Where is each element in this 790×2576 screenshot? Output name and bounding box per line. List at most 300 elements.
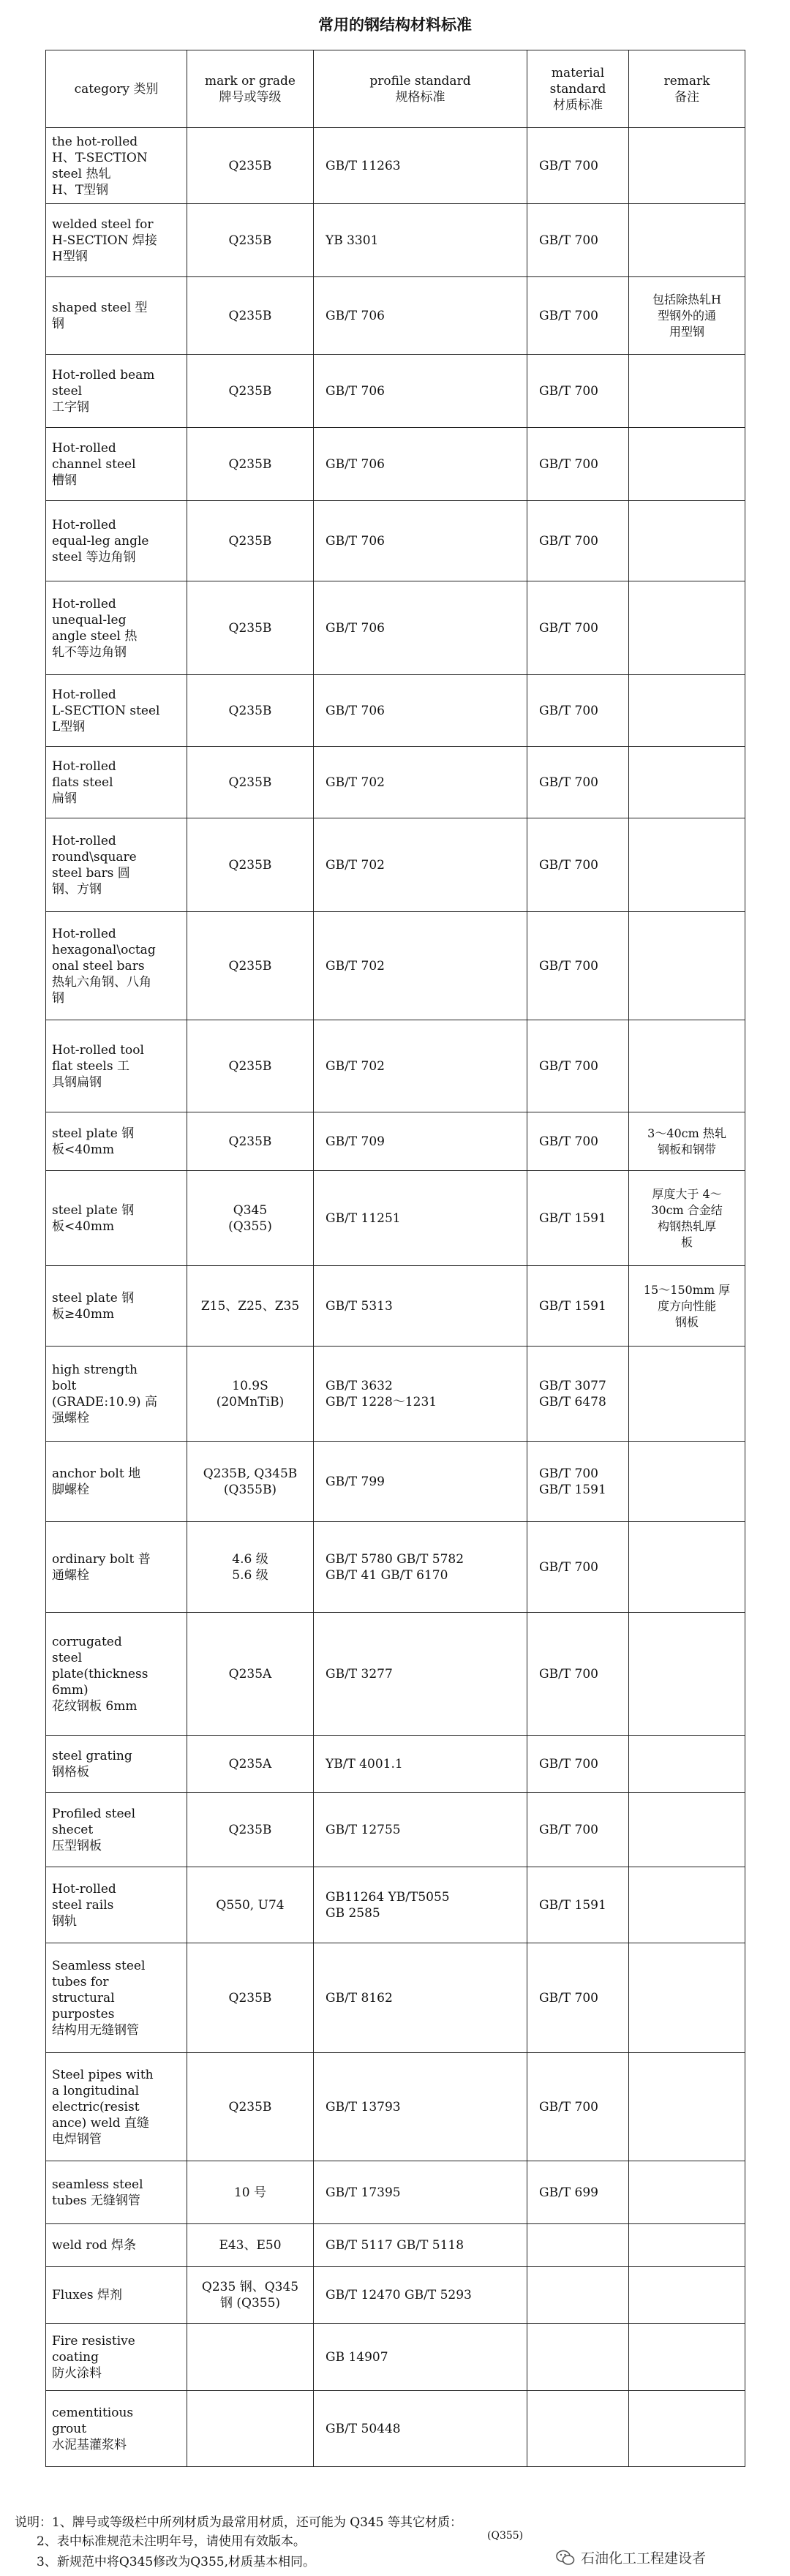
category-cell	[46, 1867, 187, 1943]
remark-cell	[629, 2053, 745, 2161]
category-cell-text: cementitious grout 水泥基灌浆料	[52, 2405, 134, 2452]
material-standard-cell-text: GB/T 700	[539, 1134, 598, 1149]
category-cell-text: Hot-rolled equal-leg angle steel 等边角钢	[52, 517, 149, 565]
profile-standard-cell-text: GB 14907	[326, 2349, 388, 2365]
category-cell-text: Hot-rolled round\square steel bars 圆 钢、方钢	[52, 833, 137, 897]
grade-cell	[187, 2267, 314, 2324]
remark-cell-text: 包括除热轧H 型钢外的通 用型钢	[652, 292, 721, 339]
category-cell	[46, 1793, 187, 1867]
profile-standard-cell	[314, 1522, 527, 1613]
grade-cell	[187, 204, 314, 277]
remark-cell	[629, 675, 745, 747]
profile-standard-cell-text: GB/T 12470 GB/T 5293	[326, 2287, 472, 2302]
material-standard-cell-text: GB/T 700	[539, 775, 598, 790]
profile-standard-cell-text: GB/T 702	[326, 958, 385, 973]
material-standard-cell	[527, 2161, 629, 2224]
grade-cell-text: Q235B	[228, 456, 272, 472]
grade-cell	[187, 1793, 314, 1867]
category-cell	[46, 1347, 187, 1442]
remark-cell	[629, 1347, 745, 1442]
footnote-1: 说明：1、牌号或等级栏中所列材质为最常用材质，还可能为 Q345 等其它材质：	[15, 2515, 463, 2530]
profile-standard-cell	[314, 675, 527, 747]
category-cell	[46, 2161, 187, 2224]
category-cell-text: corrugated steel plate(thickness 6mm) 花纹钢板 6mm	[52, 1634, 148, 1714]
grade-cell-text: 10 号	[233, 2185, 267, 2200]
material-standard-cell	[527, 2391, 629, 2467]
grade-cell	[187, 1171, 314, 1266]
category-cell-text: Hot-rolled unequal-leg angle steel 热 轧不等边角钢	[52, 596, 138, 660]
table-row	[46, 1442, 745, 1522]
category-cell-text: Hot-rolled steel rails 钢轨	[52, 1881, 116, 1929]
profile-standard-cell	[314, 2053, 527, 2161]
table-row	[46, 1867, 745, 1943]
material-standard-cell	[527, 581, 629, 675]
table-row	[46, 1020, 745, 1112]
category-cell-text: Profiled steel shecet 压型钢板	[52, 1806, 136, 1853]
profile-standard-cell-text: GB/T 706	[326, 308, 385, 323]
profile-standard-cell-text: GB/T 5117 GB/T 5118	[326, 2237, 464, 2253]
remark-cell	[629, 1867, 745, 1943]
profile-standard-cell	[314, 818, 527, 912]
material-standard-cell-text: GB/T 700 GB/T 1591	[539, 1466, 606, 1497]
remark-cell-text: 15～150mm 厚 度方向性能 钢板	[643, 1282, 731, 1329]
category-cell-text: weld rod 焊条	[52, 2237, 136, 2253]
category-cell-text: anchor bolt 地 脚螺栓	[52, 1466, 141, 1497]
grade-cell-text: Q235B	[228, 1134, 272, 1149]
category-cell-text: steel plate 钢 板<40mm	[52, 1202, 135, 1234]
material-standard-cell	[527, 912, 629, 1020]
material-standard-cell	[527, 1736, 629, 1793]
header-remark-label: remark 备注	[663, 73, 710, 105]
profile-standard-cell-text: GB/T 17395	[326, 2185, 401, 2200]
grade-cell-text: Q235B	[228, 158, 272, 173]
category-cell	[46, 747, 187, 818]
grade-cell-text: Q235B	[228, 308, 272, 323]
profile-standard-cell	[314, 1793, 527, 1867]
category-cell	[46, 2391, 187, 2467]
category-cell	[46, 912, 187, 1020]
category-cell-text: Hot-rolled flats steel 扁钢	[52, 758, 116, 806]
table-row	[46, 1736, 745, 1793]
footnote-3: 3、新规范中将Q345修改为Q355,材质基本相同。	[37, 2555, 315, 2569]
category-cell	[46, 501, 187, 581]
profile-standard-cell	[314, 912, 527, 1020]
material-standard-cell-text: GB/T 3077 GB/T 6478	[539, 1378, 606, 1409]
profile-standard-cell	[314, 277, 527, 355]
remark-cell	[629, 2324, 745, 2391]
grade-cell	[187, 912, 314, 1020]
grade-cell-text: Q235B	[228, 1990, 272, 2006]
grade-cell-text: Q550, U74	[216, 1897, 285, 1913]
table-row	[46, 675, 745, 747]
category-cell-text: Steel pipes with a longitudinal electric(resist ance) weld 直缝 电焊钢管	[52, 2067, 154, 2147]
material-standard-cell-text: GB/T 700	[539, 1559, 598, 1575]
category-cell	[46, 1522, 187, 1613]
profile-standard-cell-text: GB/T 706	[326, 383, 385, 399]
category-cell	[46, 2324, 187, 2391]
remark-cell	[629, 1736, 745, 1793]
category-cell	[46, 581, 187, 675]
material-standard-cell	[527, 675, 629, 747]
category-cell	[46, 1943, 187, 2053]
table-row	[46, 2267, 745, 2324]
profile-standard-cell-text: GB/T 13793	[326, 2099, 401, 2114]
material-standard-cell-text: GB/T 700	[539, 158, 598, 173]
remark-cell	[629, 2224, 745, 2267]
profile-standard-cell	[314, 1867, 527, 1943]
header-remark	[629, 50, 745, 128]
remark-cell-text: 3～40cm 热轧 钢板和钢带	[647, 1126, 726, 1156]
material-standard-cell	[527, 1171, 629, 1266]
grade-cell	[187, 1347, 314, 1442]
profile-standard-cell-text: GB/T 3632 GB/T 1228～1231	[326, 1378, 437, 1409]
grade-cell-text: Q235B	[228, 775, 272, 790]
material-standard-cell-text: GB/T 700	[539, 308, 598, 323]
grade-cell-text: E43、E50	[219, 2237, 282, 2253]
remark-cell	[629, 2391, 745, 2467]
table-row	[46, 1266, 745, 1347]
material-standard-cell	[527, 428, 629, 501]
material-standard-cell-text: GB/T 700	[539, 1756, 598, 1771]
header-profile-standard	[314, 50, 527, 128]
category-cell-text: Hot-rolled channel steel 槽钢	[52, 440, 136, 488]
category-cell-text: ordinary bolt 普 通螺栓	[52, 1551, 151, 1583]
table-row	[46, 1522, 745, 1613]
remark-cell	[629, 912, 745, 1020]
category-cell	[46, 428, 187, 501]
remark-cell	[629, 1020, 745, 1112]
remark-cell	[629, 1171, 745, 1266]
profile-standard-cell	[314, 1266, 527, 1347]
remark-cell	[629, 204, 745, 277]
category-cell	[46, 1736, 187, 1793]
remark-cell-text: 厚度大于 4～ 30cm 合金结 构钢热轧厚 板	[651, 1186, 723, 1249]
grade-cell	[187, 2161, 314, 2224]
profile-standard-cell-text: GB/T 5313	[326, 1298, 393, 1314]
material-standard-cell	[527, 1522, 629, 1613]
profile-standard-cell	[314, 2161, 527, 2224]
steel-standards-table	[45, 50, 745, 2467]
grade-cell	[187, 2053, 314, 2161]
grade-cell	[187, 581, 314, 675]
profile-standard-cell-text: GB/T 702	[326, 857, 385, 873]
header-profile-label: profile standard 规格标准	[369, 73, 471, 105]
profile-standard-cell	[314, 2324, 527, 2391]
grade-cell-text: Q235B	[228, 958, 272, 973]
table-row	[46, 2324, 745, 2391]
category-cell-text: Hot-rolled hexagonal\octag onal steel bars 热轧六角钢、八角 钢	[52, 926, 156, 1006]
header-category-label: category 类别	[74, 81, 159, 97]
grade-cell-text: Q235A	[228, 1666, 272, 1681]
footnote-2: 2、表中标准规范未注明年号，请使用有效版本。	[37, 2534, 306, 2549]
profile-standard-cell-text: YB 3301	[326, 233, 379, 248]
category-cell-text: Seamless steel tubes for structural purpostes 结构用无缝钢管	[52, 1958, 146, 2038]
remark-cell	[629, 1442, 745, 1522]
category-cell-text: Hot-rolled L-SECTION steel L型钢	[52, 687, 160, 734]
grade-cell-text: Q345 (Q355)	[228, 1202, 272, 1234]
profile-standard-cell	[314, 1347, 527, 1442]
table-row	[46, 1613, 745, 1736]
category-cell	[46, 1171, 187, 1266]
material-standard-cell-text: GB/T 700	[539, 620, 598, 636]
category-cell	[46, 1112, 187, 1171]
table-row	[46, 2224, 745, 2267]
category-cell	[46, 355, 187, 428]
category-cell-text: steel grating 钢格板	[52, 1748, 132, 1780]
category-cell	[46, 818, 187, 912]
table-row	[46, 128, 745, 204]
wechat-icon	[556, 2550, 575, 2566]
table-row	[46, 428, 745, 501]
material-standard-cell	[527, 501, 629, 581]
grade-cell-text: Q235B, Q345B (Q355B)	[203, 1466, 298, 1497]
profile-standard-cell	[314, 581, 527, 675]
profile-standard-cell-text: GB/T 8162	[326, 1990, 393, 2006]
grade-cell-text: Q235B	[228, 233, 272, 248]
category-cell-text: Fluxes 焊剂	[52, 2287, 122, 2302]
category-cell-text: shaped steel 型 钢	[52, 300, 148, 331]
material-standard-cell	[527, 1347, 629, 1442]
table-row	[46, 1347, 745, 1442]
grade-cell	[187, 1112, 314, 1171]
material-standard-cell	[527, 1867, 629, 1943]
header-material-label: material standard 材质标准	[549, 65, 606, 113]
table-row	[46, 204, 745, 277]
table-row	[46, 355, 745, 428]
category-cell-text: welded steel for H-SECTION 焊接 H型钢	[52, 216, 157, 264]
profile-standard-cell	[314, 1943, 527, 2053]
profile-standard-cell-text: GB/T 702	[326, 775, 385, 790]
category-cell	[46, 1442, 187, 1522]
table-row	[46, 818, 745, 912]
grade-cell	[187, 277, 314, 355]
material-standard-cell	[527, 1613, 629, 1736]
grade-cell-text: Q235B	[228, 2099, 272, 2114]
grade-cell	[187, 1442, 314, 1522]
profile-standard-cell	[314, 1736, 527, 1793]
category-cell	[46, 2053, 187, 2161]
remark-cell	[629, 1793, 745, 1867]
material-standard-cell-text: GB/T 700	[539, 857, 598, 873]
grade-cell-text: Q235B	[228, 533, 272, 549]
grade-cell	[187, 2224, 314, 2267]
material-standard-cell-text: GB/T 700	[539, 1822, 598, 1837]
grade-cell-text: Z15、Z25、Z35	[200, 1298, 300, 1314]
category-cell	[46, 2267, 187, 2324]
remark-cell	[629, 1943, 745, 2053]
profile-standard-cell-text: GB/T 702	[326, 1058, 385, 1074]
table-header-row	[46, 50, 745, 128]
grade-cell-text: Q235B	[228, 620, 272, 636]
grade-cell	[187, 1613, 314, 1736]
material-standard-cell	[527, 2267, 629, 2324]
material-standard-cell-text: GB/T 700	[539, 233, 598, 248]
profile-standard-cell	[314, 128, 527, 204]
profile-standard-cell-text: GB/T 706	[326, 620, 385, 636]
grade-cell-text: Q235 钢、Q345 钢 (Q355)	[201, 2279, 299, 2311]
remark-cell	[629, 1613, 745, 1736]
material-standard-cell-text: GB/T 700	[539, 2099, 598, 2114]
grade-cell-text: Q235B	[228, 703, 272, 718]
remark-cell	[629, 818, 745, 912]
grade-cell-text: Q235B	[228, 1058, 272, 1074]
grade-cell	[187, 1867, 314, 1943]
profile-standard-cell	[314, 1171, 527, 1266]
profile-standard-cell	[314, 747, 527, 818]
category-cell-text: high strength bolt (GRADE:10.9) 高 强螺栓	[52, 1362, 157, 1426]
profile-standard-cell-text: GB/T 706	[326, 533, 385, 549]
remark-cell	[629, 128, 745, 204]
grade-cell	[187, 428, 314, 501]
table-row	[46, 747, 745, 818]
profile-standard-cell-text: GB/T 3277	[326, 1666, 393, 1681]
category-cell	[46, 1020, 187, 1112]
profile-standard-cell-text: GB/T 706	[326, 456, 385, 472]
category-cell	[46, 2224, 187, 2267]
table-row	[46, 912, 745, 1020]
material-standard-cell-text: GB/T 700	[539, 533, 598, 549]
material-standard-cell-text: GB/T 1591	[539, 1897, 606, 1913]
material-standard-cell	[527, 1112, 629, 1171]
grade-cell	[187, 1943, 314, 2053]
material-standard-cell	[527, 204, 629, 277]
grade-cell	[187, 1522, 314, 1613]
grade-cell-text: 10.9S (20MnTiB)	[216, 1378, 285, 1409]
remark-cell	[629, 2161, 745, 2224]
remark-cell	[629, 355, 745, 428]
grade-cell	[187, 818, 314, 912]
profile-standard-cell	[314, 204, 527, 277]
category-cell	[46, 1266, 187, 1347]
material-standard-cell	[527, 2053, 629, 2161]
profile-standard-cell	[314, 2267, 527, 2324]
remark-cell	[629, 581, 745, 675]
grade-cell-text: Q235B	[228, 1822, 272, 1837]
grade-cell-text: Q235B	[228, 857, 272, 873]
profile-standard-cell-text: GB/T 12755	[326, 1822, 401, 1837]
table-row	[46, 581, 745, 675]
table-row	[46, 1171, 745, 1266]
profile-standard-cell	[314, 355, 527, 428]
table-row	[46, 2161, 745, 2224]
material-standard-cell-text: GB/T 700	[539, 456, 598, 472]
table-row	[46, 501, 745, 581]
material-standard-cell	[527, 277, 629, 355]
grade-cell	[187, 2324, 314, 2391]
material-standard-cell-text: GB/T 700	[539, 958, 598, 973]
grade-cell	[187, 355, 314, 428]
category-cell	[46, 128, 187, 204]
remark-cell	[629, 1112, 745, 1171]
material-standard-cell-text: GB/T 700	[539, 1990, 598, 2006]
header-material-standard	[527, 50, 629, 128]
profile-standard-cell	[314, 1020, 527, 1112]
profile-standard-cell-text: GB/T 50448	[326, 2421, 401, 2436]
grade-cell	[187, 1736, 314, 1793]
grade-cell	[187, 501, 314, 581]
header-category	[46, 50, 187, 128]
material-standard-cell-text: GB/T 700	[539, 1058, 598, 1074]
material-standard-cell	[527, 818, 629, 912]
category-cell-text: Fire resistive coating 防火涂料	[52, 2333, 135, 2381]
profile-standard-cell	[314, 1112, 527, 1171]
grade-cell	[187, 128, 314, 204]
remark-cell	[629, 501, 745, 581]
remark-cell	[629, 2267, 745, 2324]
profile-standard-cell-text: YB/T 4001.1	[326, 1756, 403, 1771]
profile-standard-cell-text: GB/T 706	[326, 703, 385, 718]
profile-standard-cell	[314, 428, 527, 501]
profile-standard-cell-text: GB/T 5780 GB/T 5782 GB/T 41 GB/T 6170	[326, 1551, 464, 1583]
category-cell-text: Hot-rolled tool flat steels 工 具钢扁钢	[52, 1042, 144, 1090]
profile-standard-cell	[314, 2224, 527, 2267]
material-standard-cell	[527, 355, 629, 428]
material-standard-cell	[527, 2224, 629, 2267]
footnote-1-subscript: (Q355)	[487, 2530, 524, 2542]
material-standard-cell-text: GB/T 700	[539, 383, 598, 399]
material-standard-cell	[527, 1442, 629, 1522]
remark-cell	[629, 277, 745, 355]
grade-cell	[187, 747, 314, 818]
profile-standard-cell-text: GB11264 YB/T5055 GB 2585	[326, 1889, 450, 1921]
category-cell-text: Hot-rolled beam steel 工字钢	[52, 367, 155, 415]
category-cell-text: steel plate 钢 板<40mm	[52, 1126, 135, 1157]
grade-cell	[187, 1020, 314, 1112]
remark-cell	[629, 1266, 745, 1347]
remark-cell	[629, 747, 745, 818]
material-standard-cell-text: GB/T 1591	[539, 1298, 606, 1314]
table-row	[46, 2391, 745, 2467]
material-standard-cell-text: GB/T 700	[539, 703, 598, 718]
category-cell	[46, 675, 187, 747]
material-standard-cell	[527, 747, 629, 818]
grade-cell	[187, 1266, 314, 1347]
profile-standard-cell	[314, 501, 527, 581]
table-row	[46, 1943, 745, 2053]
remark-cell	[629, 428, 745, 501]
table-row	[46, 277, 745, 355]
material-standard-cell	[527, 1266, 629, 1347]
material-standard-cell	[527, 1793, 629, 1867]
grade-cell-text: 4.6 级 5.6 级	[232, 1551, 268, 1583]
profile-standard-cell	[314, 1442, 527, 1522]
page-title: 常用的钢结构材料标准	[318, 16, 472, 34]
category-cell-text: seamless steel tubes 无缝钢管	[52, 2177, 143, 2208]
material-standard-cell	[527, 1943, 629, 2053]
material-standard-cell	[527, 2324, 629, 2391]
profile-standard-cell-text: GB/T 799	[326, 1474, 385, 1489]
material-standard-cell-text: GB/T 699	[539, 2185, 598, 2200]
category-cell	[46, 204, 187, 277]
grade-cell-text: Q235A	[228, 1756, 272, 1771]
table-row	[46, 2053, 745, 2161]
header-grade	[187, 50, 314, 128]
table-row	[46, 1112, 745, 1171]
category-cell	[46, 1613, 187, 1736]
grade-cell	[187, 675, 314, 747]
category-cell-text: steel plate 钢 板≥40mm	[52, 1290, 135, 1322]
category-cell-text: the hot-rolled H、T-SECTION steel 热轧 H、T型钢	[52, 134, 148, 197]
profile-standard-cell-text: GB/T 11263	[326, 158, 401, 173]
material-standard-cell-text: GB/T 1591	[539, 1210, 606, 1226]
material-standard-cell	[527, 1020, 629, 1112]
remark-cell	[629, 1522, 745, 1613]
grade-cell-text: Q235B	[228, 383, 272, 399]
watermark	[556, 2547, 706, 2567]
profile-standard-cell-text: GB/T 709	[326, 1134, 385, 1149]
grade-cell	[187, 2391, 314, 2467]
profile-standard-cell	[314, 2391, 527, 2467]
